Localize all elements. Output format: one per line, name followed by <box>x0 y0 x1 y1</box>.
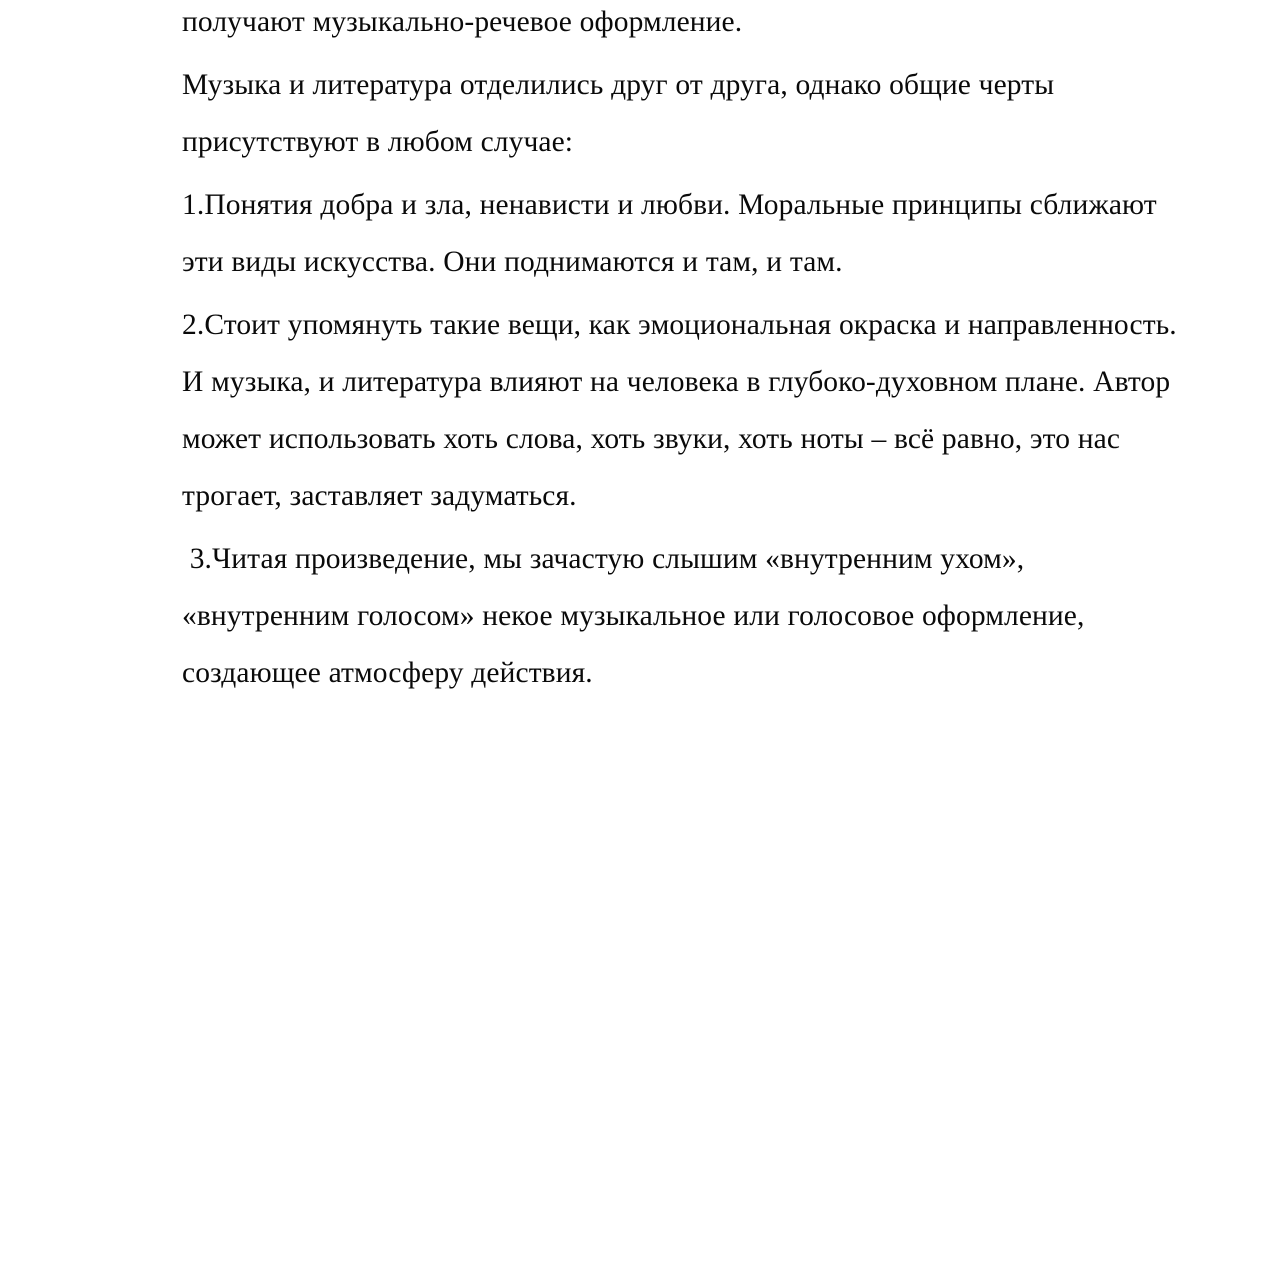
page-bottom-whitespace <box>182 702 1192 703</box>
paragraph-common-features: Музыка и литература отделились друг от друга, однако общие черты присутствуют в любом случае: <box>182 69 1062 158</box>
document-text-body <box>182 0 1192 703</box>
paragraph-intro-tail: получают музыкально-речевое оформление. <box>182 6 743 38</box>
paragraph-list-item-1: 1.Понятия добра и зла, ненависти и любви. Моральные принципы сближают эти виды искусства. Они поднимаются и там, и там. <box>182 189 1165 278</box>
paragraph-list-item-3: 3.Читая произведение, мы зачастую слышим «внутренним ухом», «внутренним голосом» некое музыкальное или голосовое оформление, создающее атмосферу действия. <box>182 543 1093 689</box>
paragraph-list-item-2: 2.Стоит упомянуть такие вещи, как эмоциональная окраска и направленность. И музыка, и литература влияют на человека в глубоко-духовном плане. Автор может использовать хоть слова, хоть звуки, хоть ноты – всё равно, это нас трогает, заставляет задуматься. <box>182 309 1185 512</box>
